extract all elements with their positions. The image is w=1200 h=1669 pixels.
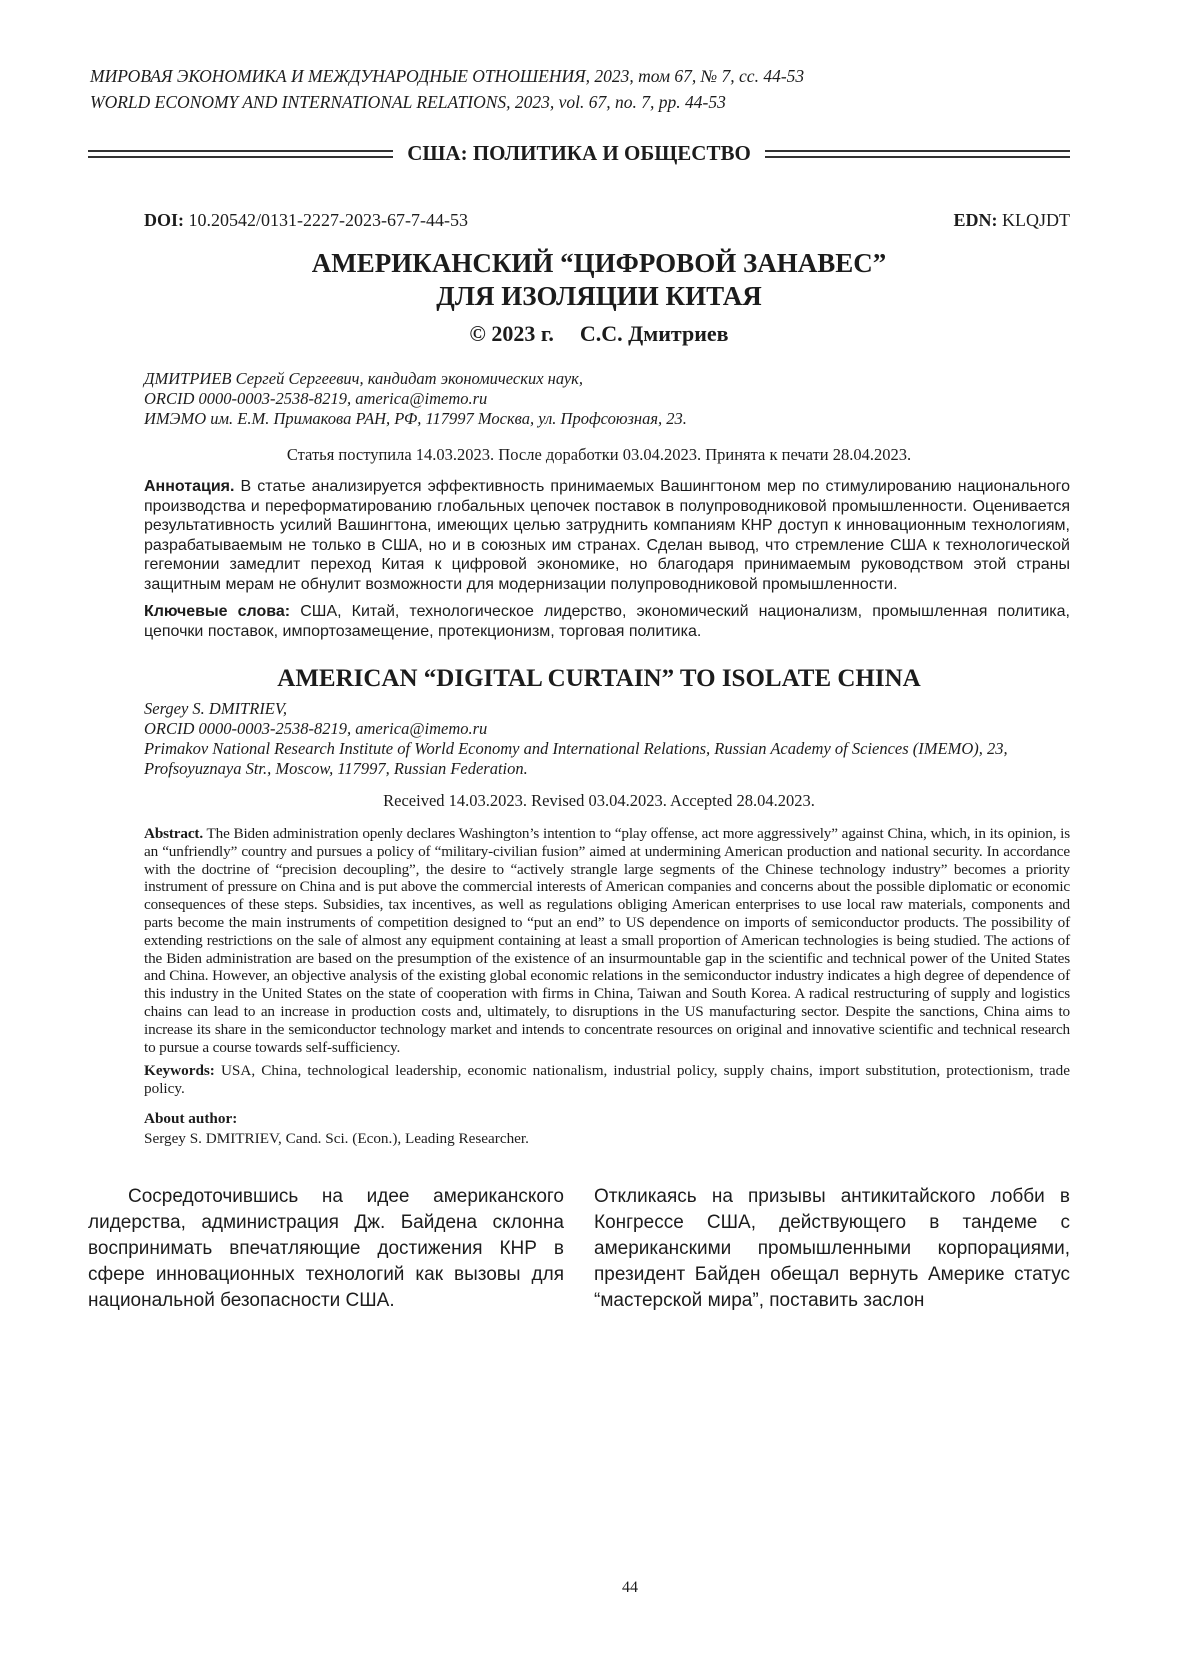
author-ru-line3: ИМЭМО им. Е.М. Примакова РАН, РФ, 117997 Москва, ул. Профсоюзная, 23. [144, 409, 687, 428]
author-info-ru [144, 369, 1070, 429]
keywords-en [144, 1062, 1070, 1098]
section-rule-left [88, 150, 393, 158]
section-rule-right [765, 150, 1070, 158]
keywords-ru [144, 602, 1070, 641]
body-columns [88, 1184, 1070, 1314]
edn-value: KLQJDT [997, 210, 1070, 230]
article-title-en: AMERICAN “DIGITAL CURTAIN” TO ISOLATE CHINA [277, 665, 921, 692]
abstract-ru-label: Аннотация. [144, 478, 235, 495]
abstract-en-text: The Biden administration openly declares Washington’s intention to “play offense, act more aggressively” against China, which, in its opinion, is an “unfriendly” country and pursues a policy of “military-civilian fusion” aimed at undermining American production and national security. In accordance with the doctrine of “precision decoupling”, the desire to “actively strangle large segments of the Chinese technology industry” becomes a priority instrument of pressure on China and is put above the commercial interests of American companies and concerns about the possible diplomatic or economic consequences of these steps. Subsidies, tax incentives, as well as regulations obliging American enterprises to use local raw materials, components and parts become the main instruments of competition designed to “put an end” to US dependence on imports of semiconductor products. The possibility of extending restrictions on the sale of almost any equipment containing at least a small proportion of American technologies is being studied. The actions of the Biden administration are based on the presumption of the existence of an insurmountable gap in the scientific and technical power of the United States and China. However, an objective analysis of the existing global economic relations in the semiconductor industry indicates a high degree of dependence of this industry in the United States on the state of cooperation with firms in China, Taiwan and South Korea. A radical restructuring of supply and logistics chains can lead to an increase in production costs and, ultimately, to disruptions in the US manufacturing sector. Despite the sanctions, China aims to increase its share in the semiconductor technology market and intends to concentrate resources on original and innovative scientific and technical research to pursue a course towards self-sufficiency. [144, 825, 1070, 1056]
keywords-en-label: Keywords: [144, 1062, 215, 1080]
doi-label: DOI: [144, 210, 184, 230]
byline-year: © 2023 г. [469, 321, 554, 346]
author-ru-line1: ДМИТРИЕВ Сергей Сергеевич, кандидат экономических наук, [144, 369, 584, 388]
section-bar [88, 141, 1070, 166]
body-column-right: Откликаясь на призывы антикитайского лобби в Конгрессе США, действующего в тандеме с американскими промышленными корпорациями, президент Байден обещал вернуть Америке статус “мастерской мира”, поставить заслон [594, 1185, 1070, 1311]
doi-value: 10.20542/0131-2227-2023-67-7-44-53 [184, 210, 468, 230]
about-author-text: Sergey S. DMITRIEV, Cand. Sci. (Econ.), Leading Researcher. [144, 1129, 529, 1147]
author-en-line2: ORCID 0000-0003-2538-8219, america@imemo.ru [144, 719, 488, 738]
author-en-line1: Sergey S. DMITRIEV, [144, 699, 287, 718]
article-title-ru [88, 247, 1070, 313]
title-ru-line2: ДЛЯ ИЗОЛЯЦИИ КИТАЯ [436, 281, 762, 311]
author-en-line3: Primakov National Research Institute of World Economy and International Relations, Russian Academy of Sciences (IMEMO), 23, Profsoyuznaya Str., Moscow, 117997, Russian Federation. [144, 739, 1008, 778]
article-identifiers [88, 210, 1070, 231]
title-ru-line1: АМЕРИКАНСКИЙ “ЦИФРОВОЙ ЗАНАВЕС” [311, 248, 887, 278]
abstract-en [144, 825, 1070, 1056]
keywords-ru-label: Ключевые слова: [144, 603, 291, 620]
section-title: США: ПОЛИТИКА И ОБЩЕСТВО [407, 141, 751, 165]
body-column-left: Сосредоточившись на идее американского лидерства, администрация Дж. Байдена склонна воспринимать впечатляющие достижения КНР в сфере инновационных технологий как вызовы для национальной безопасности США. [88, 1185, 564, 1311]
abstract-ru [144, 477, 1070, 594]
doi [144, 210, 468, 231]
journal-line-ru: МИРОВАЯ ЭКОНОМИКА И МЕЖДУНАРОДНЫЕ ОТНОШЕНИЯ, 2023, том 67, № 7, сс. 44-53 [90, 66, 805, 86]
byline-author: С.С. Дмитриев [579, 321, 729, 346]
page-number: 44 [622, 1579, 638, 1596]
author-info-en [144, 699, 1070, 779]
abstract-ru-text: В статье анализируется эффективность принимаемых Вашингтоном мер по стимулированию национального производства и переформатированию глобальных цепочек поставок в полупроводниковой промышленности. Оценивается результативность усилий Вашингтона, имеющих целью затруднить компаниям КНР доступ к инновационным технологиям, разрабатываемым не только в США, но и в союзных им странах. Сделан вывод, что стремление США к технологической гегемонии замедлит переход Китая к цифровой экономике, но благодаря принимаемым руководством этой страны защитным мерам не обнулит возможности для модернизации полупроводниковой промышленности. [144, 478, 1070, 593]
keywords-ru-text: США, Китай, технологическое лидерство, экономический национализм, промышленная политика, цепочки поставок, импортозамещение, протекционизм, торговая политика. [144, 603, 1070, 640]
journal-line-en: WORLD ECONOMY AND INTERNATIONAL RELATIONS, 2023, vol. 67, no. 7, pp. 44-53 [90, 92, 726, 112]
byline [88, 321, 1070, 347]
keywords-en-text: USA, China, technological leadership, economic nationalism, industrial policy, supply chains, import substitution, protectionism, trade policy. [144, 1062, 1070, 1098]
abstract-en-label: Abstract. [144, 825, 203, 842]
dates-ru: Статья поступила 14.03.2023. После доработки 03.04.2023. Принята к печати 28.04.2023. [286, 445, 912, 464]
journal-header [88, 0, 1070, 115]
edn [954, 210, 1071, 231]
dates-en: Received 14.03.2023. Revised 03.04.2023. Accepted 28.04.2023. [383, 791, 815, 810]
author-ru-line2: ORCID 0000-0003-2538-8219, america@imemo.ru [144, 389, 488, 408]
about-author-heading: About author: [144, 1109, 238, 1127]
edn-label: EDN: [953, 210, 998, 230]
